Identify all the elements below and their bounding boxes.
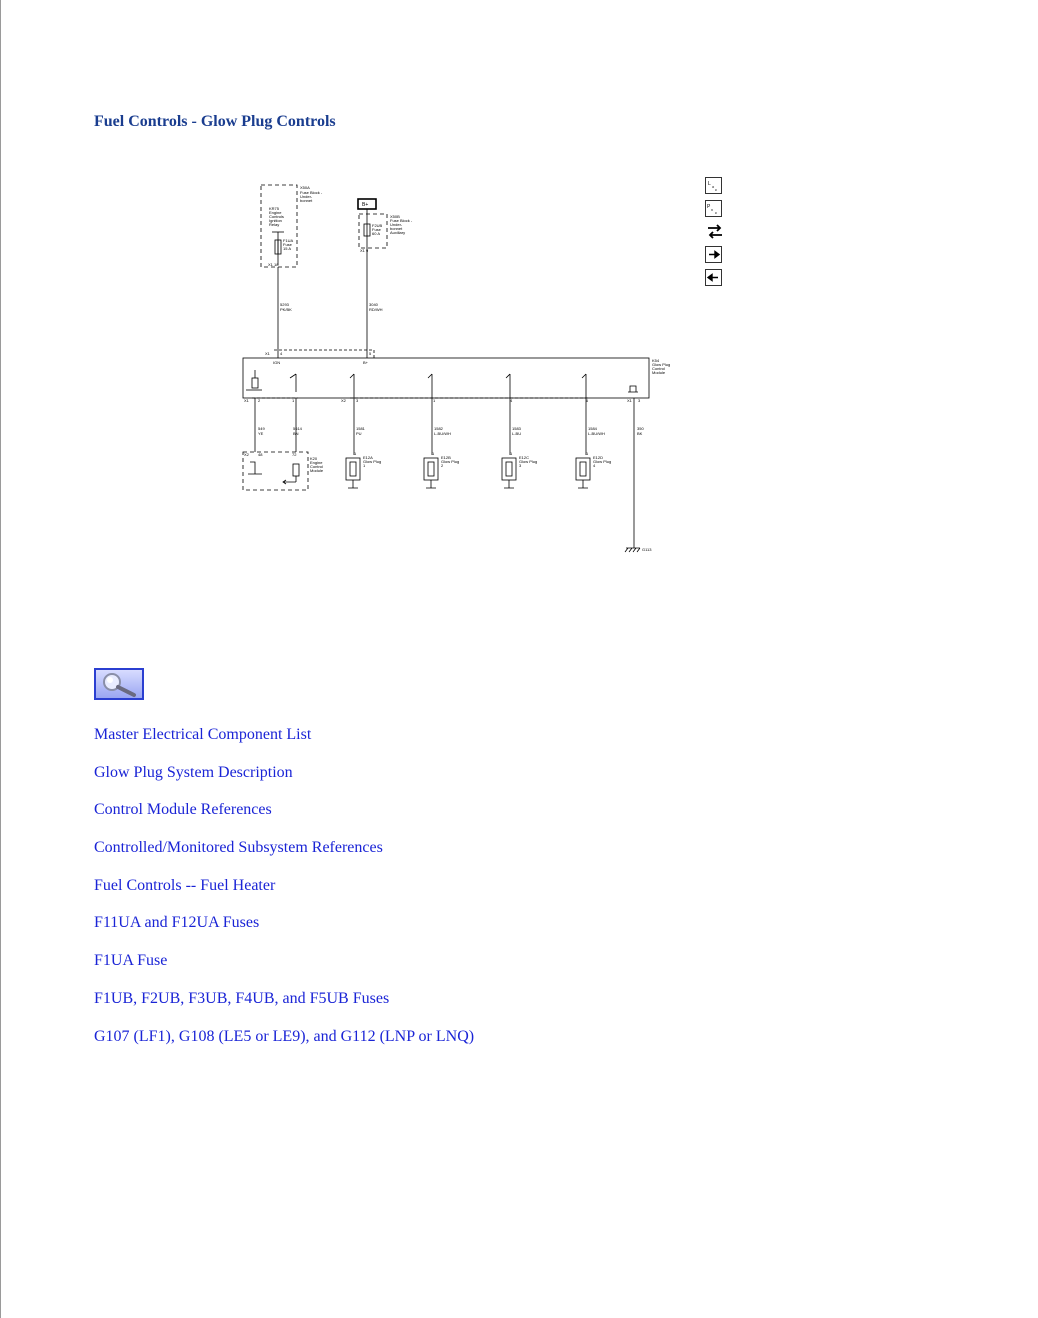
x50b-desc-2: Under- (390, 222, 403, 227)
e12a-desc-1: Glow Plug (363, 459, 382, 464)
svg-text:P: P (707, 204, 711, 210)
x1-right-label: X1 (627, 398, 632, 403)
x50a-id: X50A (300, 185, 310, 190)
e12b-desc-1: Glow Plug (441, 459, 460, 464)
e12d-desc-2: 4 (593, 463, 596, 468)
zoom-magnifier-button[interactable] (94, 668, 144, 700)
wire-549-number: 549 (258, 426, 265, 431)
swap-view-icon[interactable] (705, 223, 722, 240)
x1-left-label: X1 (244, 398, 249, 403)
link-control-module-references[interactable]: Control Module References (94, 801, 272, 819)
glow-plug-3-pin: 1 (510, 451, 513, 456)
glow-plug-2-pin: 1 (432, 451, 435, 456)
link-master-electrical-component-list[interactable]: Master Electrical Component List (94, 726, 312, 743)
k20-desc-3: Module (310, 468, 324, 473)
pin-6-label: 6 (586, 398, 589, 403)
glow-plug-1 (346, 458, 360, 480)
k20-desc-2: Control (310, 464, 323, 469)
x50a-desc-2: Under- (300, 194, 313, 199)
legend-icon[interactable] (705, 177, 722, 194)
pin-48-label: 48 (258, 452, 263, 457)
kr75-desc-1: Engine (269, 210, 282, 215)
svg-text:x: x (711, 207, 713, 212)
wire-1581-color: PU (356, 431, 362, 436)
wire-1584-color: L-BU/WH (588, 431, 605, 436)
e12b-desc-2: 2 (441, 463, 444, 468)
wire-5293-number: 5293 (280, 302, 289, 307)
engine-control-module (243, 452, 308, 490)
x1-18-label: X1 18 (268, 262, 279, 267)
driver-3 (506, 374, 510, 398)
wire-1583-color: L-BU (512, 431, 522, 436)
battery-positive-label: B+ (362, 202, 369, 208)
e12c-desc-2: 3 (519, 463, 522, 468)
link-f1ub-f5ub-fuses[interactable]: F1UB, F2UB, F3UB, F4UB, and F5UB Fuses (94, 989, 390, 1007)
ecm-output-arrow (283, 480, 296, 484)
g113-label: G113 (642, 547, 652, 552)
ign-label: IGN (273, 360, 281, 365)
pin-4b-label: 4 (510, 398, 513, 403)
module-switch (290, 374, 296, 392)
kr75-desc-4: Relay (269, 222, 280, 227)
x50b-desc-1: Fuse Block - (390, 218, 413, 223)
e12a-desc-2: 1 (363, 463, 366, 468)
pin-4-label: 4 (280, 351, 283, 356)
svg-text:L: L (708, 181, 711, 187)
e12d-id: E12D (593, 455, 604, 460)
x1-9-label: X1 9 (360, 248, 369, 253)
x50b-desc-3: bonnet (390, 226, 403, 231)
k54-id: K54 (652, 358, 660, 363)
wire-5293-color: PK/BK (280, 307, 292, 312)
link-g107-g108-g112[interactable]: G107 (LF1), G108 (LE5 or LE9), and G112 (LNP or LNQ) (94, 1027, 475, 1045)
kr75-id: KR75 (269, 206, 280, 211)
k54-desc-2: Control (652, 366, 665, 371)
svg-text:c: c (715, 187, 717, 192)
ecm-resistor (293, 464, 299, 476)
f2ub-desc-1: Fuse (372, 227, 381, 232)
wire-5614-color: BN (293, 431, 299, 436)
glow-plug-4-pin: 1 (586, 451, 589, 456)
f2ub-id: F2UB (372, 223, 383, 228)
svg-text:o: o (712, 184, 715, 189)
pin-1-label: 1 (292, 398, 295, 403)
pin-2-label: 2 (258, 398, 261, 403)
link-fuel-controls-fuel-heater[interactable]: Fuel Controls -- Fuel Heater (94, 876, 276, 894)
x50a-desc-3: bonnet (300, 198, 313, 203)
next-page-icon[interactable] (705, 246, 722, 263)
pin-3-label: 3 (356, 398, 359, 403)
wire-1584-number: 1584 (588, 426, 597, 431)
ground-g113-symbol (625, 548, 640, 552)
wiring-diagram (0, 0, 1038, 600)
link-f1ua-fuse[interactable]: F1UA Fuse (94, 952, 168, 970)
glow-plug-4 (576, 458, 590, 480)
e12b-id: E12B (441, 455, 451, 460)
module-ground-symbol (628, 386, 638, 392)
driver-1 (350, 374, 354, 398)
svg-text:c: c (715, 210, 717, 215)
bplus-module-label: B+ (363, 360, 369, 365)
magnifier-icon (96, 670, 142, 698)
wire-1583-number: 1583 (512, 426, 521, 431)
x50a-desc-1: Fuse Block - (300, 190, 323, 195)
kr75-desc-2: Controls (269, 214, 284, 219)
wire-549-color: YE (258, 431, 264, 436)
glow-plug-2 (424, 458, 438, 480)
f1ua-desc-1: Fuse (283, 242, 292, 247)
pin-1b-label: 1 (433, 398, 436, 403)
module-resistor (252, 378, 258, 388)
f1ua-desc-2: 15 A (283, 246, 292, 251)
e12d-desc-1: Glow Plug (593, 459, 612, 464)
wire-350-color: BK (637, 431, 643, 436)
k20-desc-1: Engine (310, 460, 323, 465)
wire-350-number: 350 (637, 426, 644, 431)
x50b-desc-4: Auxiliary (390, 230, 406, 235)
glow-plug-control-module (243, 358, 649, 398)
symbols-icon[interactable] (705, 200, 722, 217)
link-controlled-monitored-subsystem-references[interactable]: Controlled/Monitored Subsystem References (94, 839, 383, 857)
k54-desc-3: Module (652, 370, 666, 375)
x2-48-label: X2 (244, 452, 249, 457)
e12c-desc-1: Glow Plug (519, 459, 538, 464)
glow-plug-3 (502, 458, 516, 480)
link-f11ua-f12ua-fuses[interactable]: F11UA and F12UA Fuses (94, 914, 260, 932)
f1ua-id: F1UA (283, 238, 294, 243)
ecm-input-symbol (248, 462, 262, 474)
kr75-desc-3: Ignition (269, 218, 282, 223)
glow-plug-1-pin: 1 (354, 451, 357, 456)
diagram-nav-toolbar (705, 177, 727, 292)
wire-5614-number: 5614 (293, 426, 302, 431)
x2-label: X2 (341, 398, 346, 403)
pin-5-label: 5 (369, 351, 372, 356)
e12c-id: E12C (519, 455, 530, 460)
driver-2 (428, 374, 432, 398)
k20-id: K20 (310, 456, 318, 461)
e12a-id: E12A (363, 455, 373, 460)
wire-3040-color: RD/WH (369, 307, 383, 312)
pin-72-label: 72 (292, 452, 297, 457)
previous-page-icon[interactable] (705, 269, 722, 286)
pin-3b-label: 3 (638, 398, 641, 403)
related-links-list (94, 722, 474, 1061)
f2ub-desc-2: 60 A (372, 231, 381, 236)
wire-1582-number: 1582 (434, 426, 443, 431)
x1-top-label: X1 (265, 351, 270, 356)
k54-desc-1: Glow Plug (652, 362, 671, 367)
link-glow-plug-system-description[interactable]: Glow Plug System Description (94, 763, 293, 781)
wire-1582-color: L-BU/WH (434, 431, 451, 436)
wire-3040-number: 3040 (369, 302, 378, 307)
wire-1581-number: 1581 (356, 426, 365, 431)
x50b-id: X50B (390, 214, 400, 219)
page-title: Fuel Controls - Glow Plug Controls (94, 113, 336, 130)
driver-4 (582, 374, 586, 398)
